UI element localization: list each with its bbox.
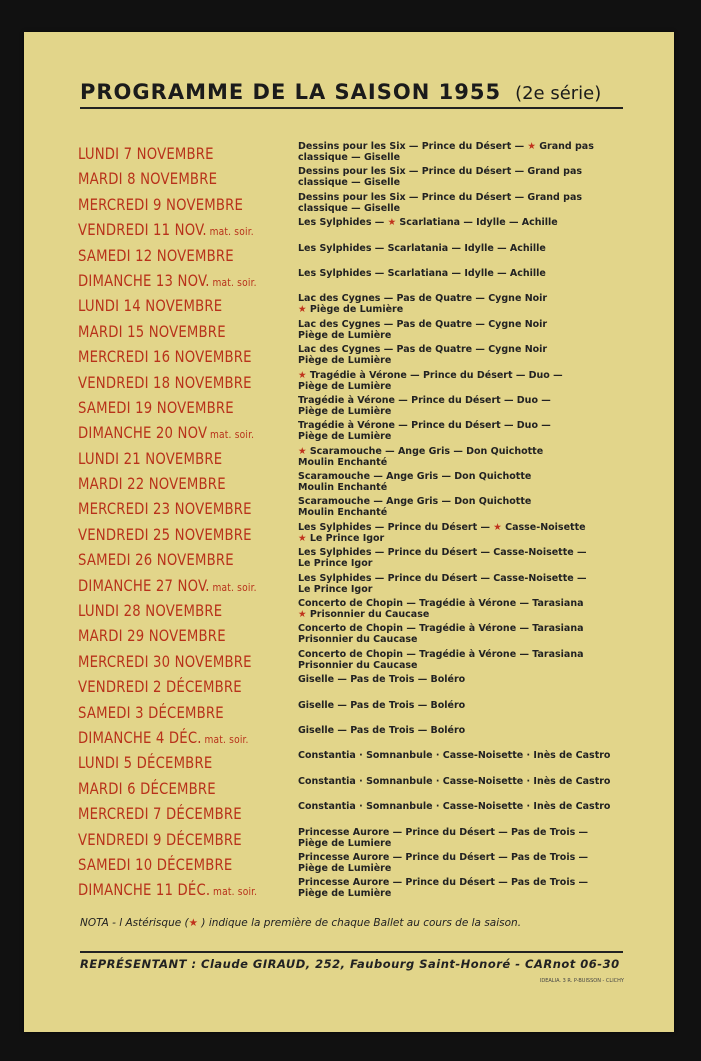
- schedule-row: [78, 724, 626, 752]
- schedule-day: [78, 423, 260, 442]
- representant-line: REPRÉSENTANT : Claude GIRAUD, 252, Faubourg Saint-Honoré - CARnot 06-30: [80, 957, 620, 971]
- schedule-row: [78, 775, 626, 803]
- star-icon: ★: [298, 304, 307, 316]
- schedule-day: [78, 728, 260, 747]
- schedule-day-label: LUNDI 14 NOVEMBRE: [78, 296, 223, 316]
- schedule-row: [78, 143, 626, 168]
- schedule-day: [78, 880, 260, 899]
- schedule-day: [78, 601, 260, 620]
- schedule-program: Les Sylphides — Prince du Désert — ★ Casse-Noisette ★ Le Prince Igor: [298, 521, 586, 544]
- schedule-day: [78, 296, 260, 315]
- schedule-day: [78, 271, 260, 290]
- schedule-day-label: VENDREDI 9 DÉCEMBRE: [78, 829, 242, 849]
- schedule-day-label: DIMANCHE 27 NOV.: [78, 575, 210, 595]
- top-rule: [80, 107, 623, 109]
- schedule-row: [78, 295, 626, 320]
- schedule-day-label: VENDREDI 25 NOVEMBRE: [78, 524, 252, 544]
- schedule-day: [78, 753, 260, 772]
- schedule-day: [78, 830, 260, 849]
- schedule-day: [78, 677, 260, 696]
- schedule-mat-soir: mat. soir.: [209, 428, 255, 442]
- schedule-program: Princesse Aurore — Prince du Désert — Pas de Trois — Piège de Lumiere: [298, 826, 589, 849]
- schedule-program: Scaramouche — Ange Gris — Don Quichotte Moulin Enchanté: [298, 496, 532, 519]
- schedule-day: [78, 652, 260, 671]
- schedule-day: [78, 474, 260, 493]
- schedule-day-label: DIMANCHE 4 DÉC.: [78, 727, 202, 747]
- schedule-day-label: DIMANCHE 20 NOV: [78, 423, 208, 443]
- schedule-row: [78, 752, 626, 777]
- schedule-day-label: DIMANCHE 13 NOV.: [78, 270, 210, 290]
- schedule-day-label: VENDREDI 11 NOV.: [78, 220, 207, 240]
- star-icon: ★: [188, 917, 199, 929]
- schedule-row: [78, 422, 626, 447]
- schedule-day: [78, 144, 260, 163]
- schedule-program: Dessins pour les Six — Prince du Désert — Grand pas classique — Giselle: [298, 191, 583, 214]
- schedule-day-label: MERCREDI 9 NOVEMBRE: [78, 194, 244, 214]
- schedule-day: [78, 703, 260, 722]
- schedule-day: [78, 195, 260, 214]
- star-icon: ★: [527, 141, 536, 152]
- schedule-row: [78, 600, 626, 625]
- schedule-day-label: DIMANCHE 11 DÉC.: [78, 880, 211, 900]
- schedule-program: Lac des Cygnes — Pas de Quatre — Cygne Noir ★ Piège de Lumière: [298, 293, 548, 316]
- schedule-row: [78, 445, 626, 473]
- schedule-day: [78, 220, 260, 239]
- schedule-day: [78, 347, 260, 366]
- schedule-program: Tragédie à Vérone — Prince du Désert — Duo — Piège de Lumière: [298, 420, 551, 443]
- schedule-day: [78, 322, 260, 341]
- schedule-row: [78, 191, 626, 219]
- schedule-row: [78, 851, 626, 879]
- schedule-day-label: MARDI 6 DÉCEMBRE: [78, 778, 216, 798]
- schedule-row: [78, 803, 626, 828]
- star-icon: ★: [493, 521, 502, 533]
- nota-text: NOTA - l Astérisque (★ ) indique la première de chaque Ballet au cours de la saison.: [80, 917, 522, 929]
- schedule-day-label: LUNDI 5 DÉCEMBRE: [78, 753, 213, 773]
- schedule-row: [78, 168, 626, 193]
- schedule-row: [78, 346, 626, 371]
- schedule-day: [78, 626, 260, 645]
- schedule-day-label: SAMEDI 26 NOVEMBRE: [78, 550, 234, 570]
- star-icon: ★: [387, 217, 397, 229]
- schedule-program: Princesse Aurore — Prince du Désert — Pas de Trois — Piège de Lumière: [298, 877, 589, 900]
- schedule-program: Giselle — Pas de Trois — Boléro: [298, 674, 466, 686]
- schedule-program: ★ Scaramouche — Ange Gris — Don Quichotte Moulin Enchanté: [298, 445, 544, 468]
- schedule-mat-soir: mat. soir.: [212, 275, 257, 289]
- schedule-mat-soir: mat. soir.: [213, 885, 258, 899]
- schedule-program: Dessins pour les Six — Prince du Désert — ★ Grand pas classique — Giselle: [298, 141, 594, 163]
- star-icon: ★: [298, 609, 307, 621]
- schedule-program: Concerto de Chopin — Tragédie à Vérone — Tarasiana Prisonnier du Caucase: [298, 648, 584, 671]
- title-serie: (2e série): [515, 83, 602, 104]
- star-icon: ★: [298, 532, 307, 544]
- schedule-program: Giselle — Pas de Trois — Boléro: [298, 699, 466, 711]
- schedule-row: [78, 676, 626, 701]
- schedule-program: Constantia · Somnanbule · Casse-Noisette · Inès de Castro: [298, 750, 611, 762]
- schedule-day-label: SAMEDI 12 NOVEMBRE: [78, 245, 234, 265]
- schedule-day-label: LUNDI 21 NOVEMBRE: [78, 448, 223, 468]
- schedule-day: [78, 576, 260, 595]
- schedule-day: [78, 246, 260, 265]
- schedule-day: [78, 779, 260, 798]
- schedule-day: [78, 525, 260, 544]
- schedule-program: Dessins pour les Six — Prince du Désert — Grand pas classique — Giselle: [298, 166, 583, 189]
- schedule-row: [78, 394, 626, 422]
- schedule-row: [78, 318, 626, 346]
- schedule-program: ★ Tragédie à Vérone — Prince du Désert — Duo — Piège de Lumière: [298, 369, 563, 392]
- printer-credit: IDEALIA. 3 R. P-BUISSON - CLICHY: [539, 978, 624, 984]
- schedule-row: [78, 625, 626, 650]
- schedule-day-label: MARDI 15 NOVEMBRE: [78, 321, 226, 341]
- schedule-day-label: LUNDI 28 NOVEMBRE: [78, 601, 223, 621]
- schedule-day-label: VENDREDI 18 NOVEMBRE: [78, 372, 252, 392]
- schedule-program: Les Sylphides — Scarlatiana — Idylle — Achille: [298, 267, 546, 279]
- bottom-rule: [80, 951, 623, 953]
- schedule-day-label: MERCREDI 16 NOVEMBRE: [78, 347, 252, 367]
- schedule-day: [78, 855, 260, 874]
- schedule-row: [78, 879, 626, 904]
- schedule-program: Lac des Cygnes — Pas de Quatre — Cygne Noir Piège de Lumière: [298, 344, 548, 367]
- schedule-day: [78, 499, 260, 518]
- schedule-row: [78, 572, 626, 600]
- schedule-program: Giselle — Pas de Trois — Boléro: [298, 724, 466, 736]
- schedule-row: [78, 473, 626, 498]
- schedule-mat-soir: mat. soir.: [204, 732, 249, 746]
- schedule-program: Princesse Aurore — Prince du Désert — Pas de Trois — Piège de Lumière: [298, 851, 589, 874]
- schedule-day-label: SAMEDI 3 DÉCEMBRE: [78, 702, 224, 722]
- schedule-day-label: MARDI 29 NOVEMBRE: [78, 626, 226, 646]
- schedule-row: [78, 699, 626, 727]
- schedule-program: Tragédie à Vérone — Prince du Désert — Duo — Piège de Lumière: [298, 394, 551, 417]
- schedule-day: [78, 449, 260, 468]
- schedule-row: [78, 521, 626, 549]
- schedule-row: [78, 648, 626, 676]
- schedule-day: [78, 804, 260, 823]
- schedule-row: [78, 369, 626, 397]
- schedule-day-label: LUNDI 7 NOVEMBRE: [78, 144, 214, 163]
- schedule-row: [78, 826, 626, 854]
- schedule-day: [78, 550, 260, 569]
- title-main: PROGRAMME DE LA SAISON 1955: [80, 80, 502, 104]
- star-icon: ★: [298, 369, 307, 381]
- schedule-program: Les Sylphides — ★ Scarlatiana — Idylle — Achille: [298, 217, 558, 229]
- schedule-row: [78, 242, 626, 270]
- schedule-day-label: MARDI 22 NOVEMBRE: [78, 474, 226, 494]
- schedule-program: Scaramouche — Ange Gris — Don Quichotte Moulin Enchanté: [298, 471, 532, 494]
- schedule-list: [78, 143, 626, 905]
- schedule-day-label: MERCREDI 23 NOVEMBRE: [78, 499, 252, 519]
- schedule-row: [78, 219, 626, 244]
- schedule-program: Concerto de Chopin — Tragédie à Vérone — Tarasiana Prisonnier du Caucase: [298, 623, 584, 646]
- schedule-program: Constantia · Somnanbule · Casse-Noisette · Inès de Castro: [298, 775, 611, 787]
- schedule-program: Les Sylphides — Scarlatania — Idylle — Achille: [298, 242, 546, 254]
- schedule-row: [78, 498, 626, 523]
- schedule-mat-soir: mat. soir.: [209, 225, 254, 239]
- schedule-day-label: VENDREDI 2 DÉCEMBRE: [78, 677, 242, 697]
- schedule-day-label: SAMEDI 10 DÉCEMBRE: [78, 854, 233, 874]
- schedule-program: Les Sylphides — Prince du Désert — Casse-Noisette — Le Prince Igor: [298, 572, 587, 595]
- schedule-day-label: SAMEDI 19 NOVEMBRE: [78, 397, 234, 417]
- schedule-mat-soir: mat. soir.: [212, 580, 257, 594]
- schedule-row: [78, 267, 626, 295]
- programme-sheet: [24, 32, 674, 1032]
- schedule-day: [78, 169, 260, 188]
- schedule-day-label: MARDI 8 NOVEMBRE: [78, 169, 218, 189]
- schedule-program: Les Sylphides — Prince du Désert — Casse-Noisette — Le Prince Igor: [298, 547, 587, 570]
- schedule-day-label: MERCREDI 30 NOVEMBRE: [78, 651, 252, 671]
- star-icon: ★: [298, 445, 307, 457]
- schedule-program: Constantia · Somnanbule · Casse-Noisette · Inès de Castro: [298, 801, 611, 813]
- schedule-day: [78, 398, 260, 417]
- schedule-day-label: MERCREDI 7 DÉCEMBRE: [78, 804, 242, 824]
- schedule-program: Lac des Cygnes — Pas de Quatre — Cygne Noir Piège de Lumière: [298, 318, 548, 341]
- schedule-day: [78, 373, 260, 392]
- page-title: [80, 80, 625, 104]
- schedule-program: Concerto de Chopin — Tragédie à Vérone — Tarasiana ★ Prisonnier du Caucase: [298, 598, 584, 621]
- schedule-row: [78, 549, 626, 574]
